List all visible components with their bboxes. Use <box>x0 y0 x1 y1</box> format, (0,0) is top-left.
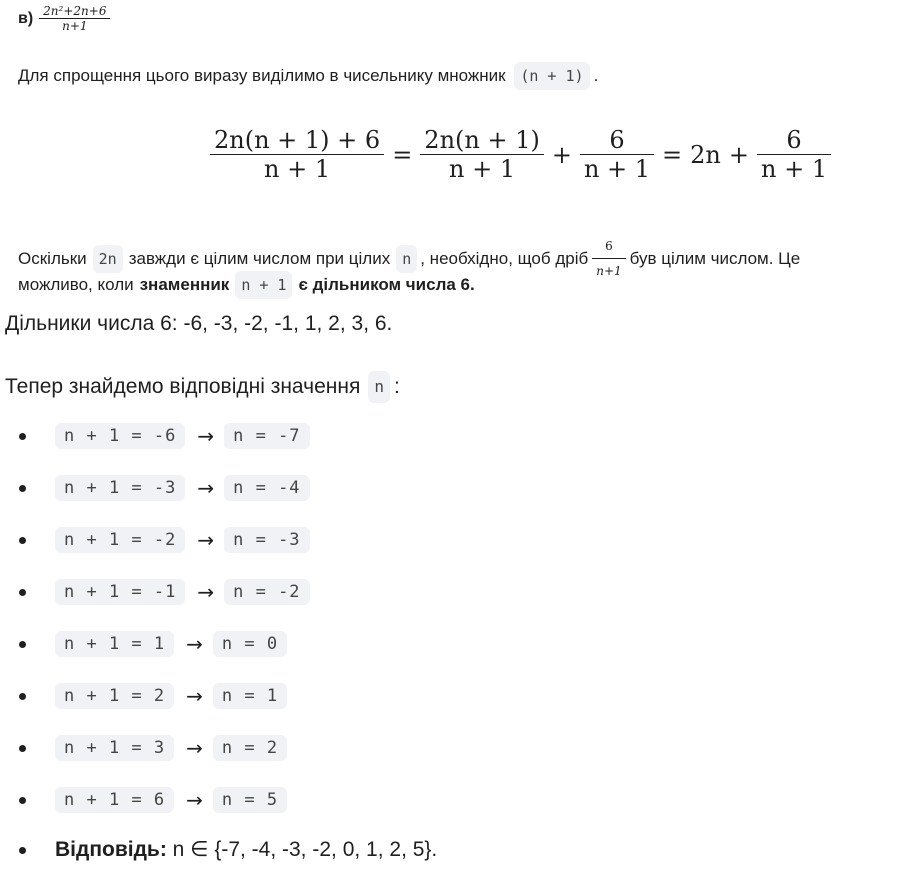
arrow-icon: → <box>197 580 215 604</box>
fraction-3 <box>580 126 654 183</box>
bullet-dot <box>19 537 26 544</box>
list-item <box>55 733 287 763</box>
plus-sign-2: + <box>728 140 749 169</box>
result-code: n = 2 <box>213 735 287 761</box>
arrow-icon: → <box>197 476 215 500</box>
arrow-icon: → <box>186 736 203 760</box>
equals-sign-1: = <box>392 140 413 169</box>
list-item <box>55 681 287 711</box>
explanation-text-3: , необхідно, щоб дріб <box>420 248 589 268</box>
bullet-dot <box>19 485 26 492</box>
list-item <box>55 577 310 607</box>
explanation-text-4: був цілим числом. Це <box>629 248 801 268</box>
fraction-4-denominator: n + 1 <box>761 155 828 183</box>
result-code: n = -7 <box>224 423 309 449</box>
code-n-plus-1: n + 1 <box>235 271 292 299</box>
part-fraction <box>39 4 110 33</box>
intro-text: Для спрощення цього виразу виділимо в чисельнику множник <box>18 66 506 85</box>
list-item <box>55 629 287 659</box>
bullet-dot <box>19 693 26 700</box>
part-fraction-numerator: 2n²+2n+6 <box>43 4 107 18</box>
equation-code: n + 1 = 6 <box>55 787 174 813</box>
result-code: n = -4 <box>224 475 309 501</box>
result-code: n = 5 <box>213 787 287 813</box>
list-item <box>55 421 310 451</box>
inline-fraction-denominator: n+1 <box>596 264 622 278</box>
explanation-bold-1: знаменник <box>139 275 230 294</box>
intro-paragraph <box>18 62 598 90</box>
equation-code: n + 1 = -6 <box>55 423 185 449</box>
part-fraction-denominator: n+1 <box>62 19 88 33</box>
part-label: в) <box>18 9 34 27</box>
bullet-dot <box>19 797 26 804</box>
bullet-dot <box>19 433 26 440</box>
bullet-dot <box>19 589 26 596</box>
plus-sign-1: + <box>551 140 572 169</box>
fraction-1-denominator: n + 1 <box>264 155 331 183</box>
answer-text: n ∈ {-7, -4, -3, -2, 0, 1, 2, 5}. <box>172 838 438 861</box>
fraction-3-numerator: 6 <box>609 126 625 154</box>
explanation-text-2: завжди є цілим числом при цілих <box>128 248 391 268</box>
list-item <box>55 473 310 503</box>
code-n: n <box>396 245 417 273</box>
arrow-icon: → <box>186 788 203 812</box>
find-line <box>5 371 400 403</box>
result-code: n = -3 <box>224 527 309 553</box>
part-heading <box>18 4 110 33</box>
inline-fraction <box>592 234 625 283</box>
find-text: Тепер знайдемо відповідні значення <box>5 375 361 398</box>
fraction-4 <box>757 126 831 183</box>
fraction-4-numerator: 6 <box>786 126 802 154</box>
bullet-dot <box>19 641 26 648</box>
term-2n: 2n <box>690 140 721 169</box>
fraction-2 <box>420 126 544 183</box>
fraction-2-numerator: 2n(n + 1) <box>424 126 540 154</box>
equation-code: n + 1 = -3 <box>55 475 185 501</box>
arrow-icon: → <box>197 424 215 448</box>
equation-code: n + 1 = -2 <box>55 527 185 553</box>
explanation-text-5: можливо, коли <box>18 275 134 294</box>
divisors-line: Дільники числа 6: -6, -3, -2, -1, 1, 2, 3, 6. <box>5 312 393 335</box>
fraction-1 <box>210 126 384 183</box>
display-equation <box>210 126 831 183</box>
intro-end: . <box>593 66 599 85</box>
explanation-bold-2: є дільником числа 6. <box>298 275 475 294</box>
bullet-dot <box>19 745 26 752</box>
explanation-text-1: Оскільки <box>18 248 87 268</box>
code-2n: 2n <box>93 245 123 273</box>
list-item <box>55 525 310 555</box>
result-code: n = -2 <box>224 579 309 605</box>
result-code: n = 1 <box>213 683 287 709</box>
equation-code: n + 1 = 3 <box>55 735 174 761</box>
arrow-icon: → <box>186 684 203 708</box>
result-code: n = 0 <box>213 631 287 657</box>
bullet-dot <box>19 847 26 854</box>
intro-code: (n + 1) <box>514 62 589 90</box>
equation-code: n + 1 = -1 <box>55 579 185 605</box>
fraction-1-numerator: 2n(n + 1) + 6 <box>214 126 381 154</box>
arrow-icon: → <box>197 528 215 552</box>
explanation-line-2 <box>18 271 475 299</box>
answer-item <box>55 836 437 864</box>
arrow-icon: → <box>186 632 203 656</box>
equation-code: n + 1 = 1 <box>55 631 174 657</box>
inline-fraction-numerator: 6 <box>605 239 613 253</box>
fraction-2-denominator: n + 1 <box>449 155 516 183</box>
equals-sign-2: = <box>662 140 683 169</box>
answer-label: Відповідь: <box>55 838 167 861</box>
equation-code: n + 1 = 2 <box>55 683 174 709</box>
fraction-3-denominator: n + 1 <box>583 155 651 183</box>
find-end: : <box>393 375 400 398</box>
find-code-n: n <box>368 371 390 403</box>
list-item <box>55 785 287 815</box>
